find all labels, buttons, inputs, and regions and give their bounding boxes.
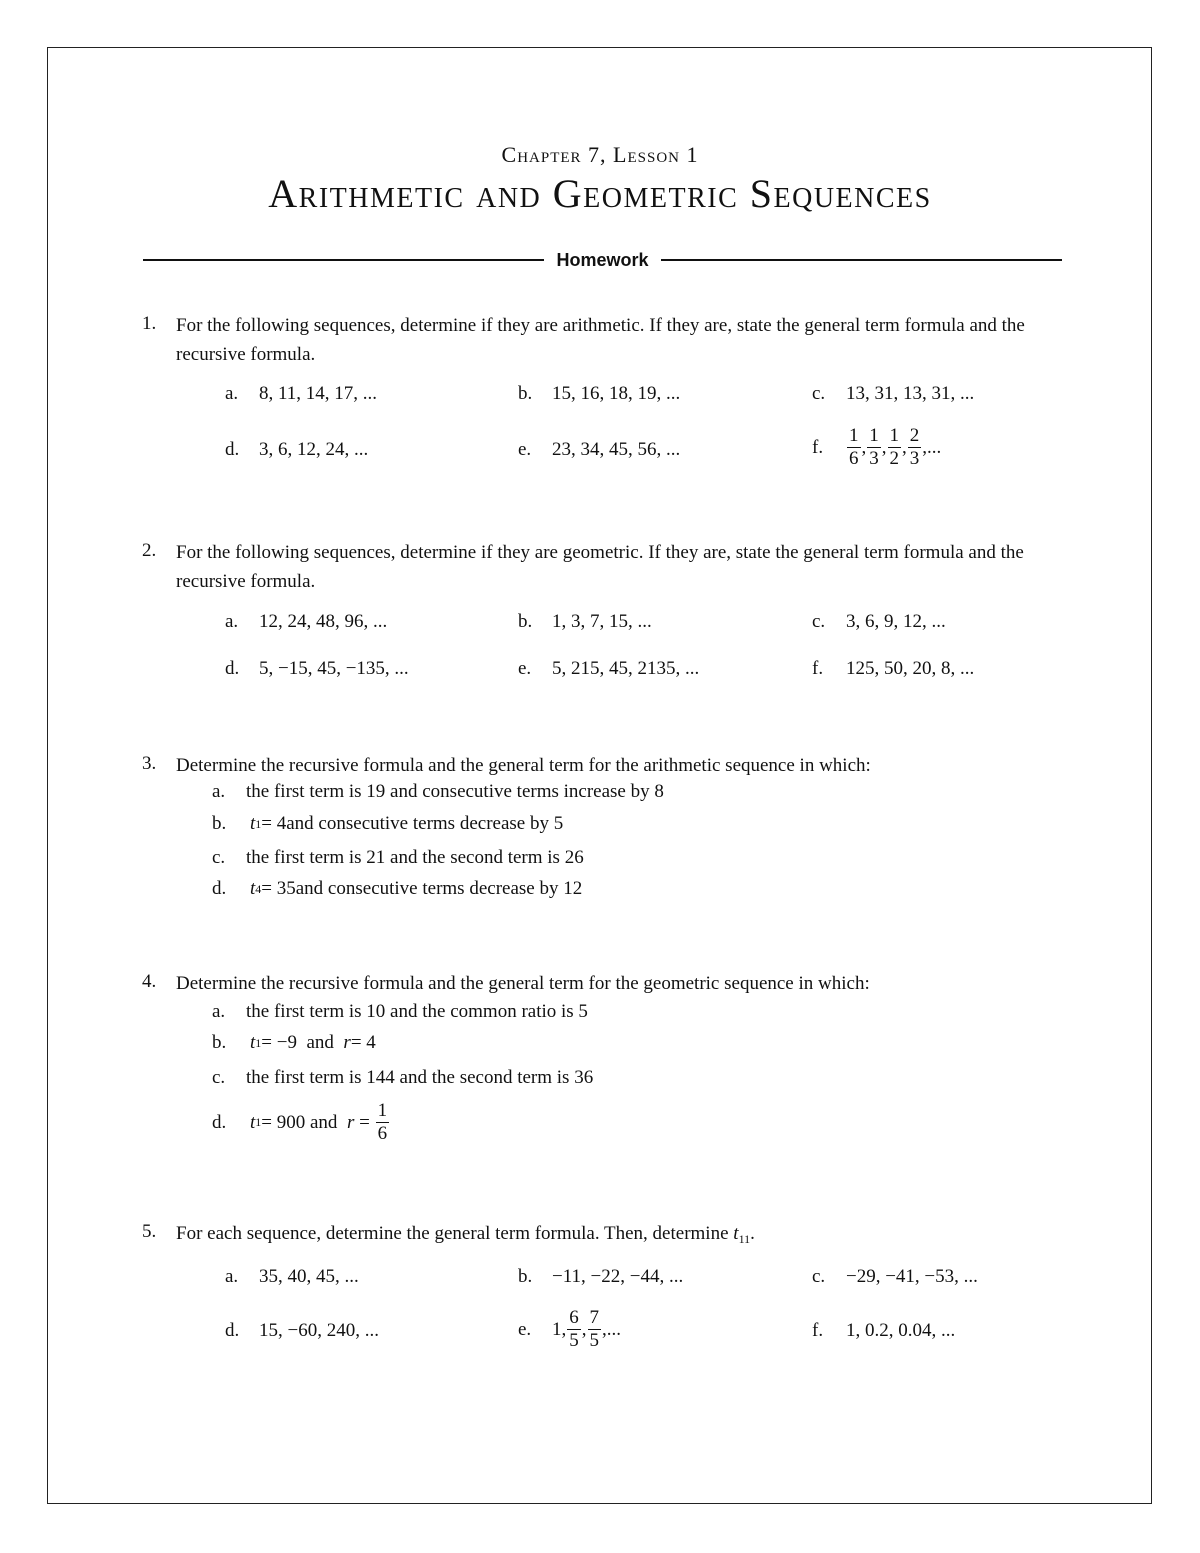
divider-rule-left [143,259,544,261]
problem-3b: b. t 1 = 4 and consecutive terms decrease by 5 [212,813,564,834]
math-variable: t [250,1111,256,1133]
item-label: b. [212,813,227,834]
sequence-text: 5, 215, 45, 2135, ... [552,658,700,679]
item-label: e. [518,658,532,679]
item-label: f. [812,658,824,679]
problem-1a [225,383,377,405]
question-text: For the following sequences, determine if they are arithmetic. If they are, state the general term formula and the recursive formula. [176,315,1025,365]
sequence-text: 35, 40, 45, ... [259,1266,359,1287]
sequence-text: −29, −41, −53, ... [846,1266,978,1287]
condition-text: the first term is 10 and the common ratio is 5 [246,1001,588,1022]
problem-2e [518,658,699,680]
problem-2f [812,658,974,680]
sequence-text: 3, 6, 12, 24, ... [259,439,369,460]
item-label: a. [212,1001,226,1022]
problem-5f [812,1320,955,1342]
math-variable: t [250,813,256,834]
question-text: For the following sequences, determine if they are geometric. If they are, state the general term formula and the recursive formula. [176,542,1024,592]
sequence-text: 15, −60, 240, ... [259,1320,379,1341]
item-label: a. [225,611,239,632]
item-label: d. [225,439,240,460]
divider-rule-right [661,259,1062,261]
problem-5c [812,1266,978,1288]
item-label: a. [212,781,226,802]
problem-2c [812,611,946,633]
problem-5d [225,1320,379,1342]
item-label: f. [812,436,824,458]
sequence-text: 1, 0.2, 0.04, ... [846,1320,956,1341]
sequence-text: 23, 34, 45, 56, ... [552,439,681,460]
condition-text: the first term is 19 and consecutive terms increase by 8 [246,781,664,802]
item-label: b. [518,1266,533,1287]
item-label: c. [812,611,826,632]
section-heading: Homework [556,249,649,270]
problem-1e [518,439,680,461]
question-number: 5. [142,1221,157,1242]
item-label: e. [518,1318,532,1340]
problem-3d: d. t 4 = 35 and consecutive terms decrease by 12 [212,878,583,899]
sequence-text: 125, 50, 20, 8, ... [846,658,975,679]
fraction: $\frac{7}{5}$ [589,1307,599,1351]
fraction: $\frac{1}{2}$ [889,425,899,469]
fraction: $\frac{6}{5}$ [569,1307,579,1351]
sequence-text: 1, 3, 7, 15, ... [552,611,652,632]
problem-5a [225,1266,359,1288]
question-number: 1. [142,313,157,334]
problem-4b: b. t 1 = −9 and r = 4 [212,1032,376,1053]
problem-3c [212,847,584,869]
item-label: c. [812,1266,826,1287]
item-label: e. [518,439,532,460]
problem-2d [225,658,409,680]
item-label: b. [212,1032,227,1053]
question-number: 4. [142,971,157,992]
fraction: $\frac{1}{6}$ [377,1100,388,1144]
item-label: c. [212,1067,226,1088]
problem-1b [518,383,680,405]
item-label: a. [225,383,239,404]
item-label: d. [212,1111,227,1133]
problem-5e: e. 1, $\frac{6}{5}$ , $\frac{7}{5}$ ,... [518,1307,621,1351]
sequence-text: −11, −22, −44, ... [552,1266,684,1287]
question-number: 3. [142,753,157,774]
problem-2a [225,611,387,633]
problem-4a [212,1001,588,1023]
section-divider [143,248,1062,272]
problem-1f: f. $\frac{1}{6}$ , $\frac{1}{3}$ , $\frac{1}{2}$ , $\frac{2}{3}$ ,... [812,425,942,469]
problem-4d: d. t 1 = 900 and r = $\frac{1}{6}$ [212,1100,388,1144]
problem-3a [212,781,664,803]
problem-2b [518,611,652,633]
item-label: b. [518,383,533,404]
sequence-text: 5, −15, 45, −135, ... [259,658,409,679]
question-text: Determine the recursive formula and the general term for the geometric sequence in which: [176,973,870,994]
problem-5b [518,1266,683,1288]
sequence-text: 3, 6, 9, 12, ... [846,611,946,632]
question-number: 2. [142,540,157,561]
fraction: $\frac{2}{3}$ [909,425,920,469]
item-label: f. [812,1320,824,1341]
item-label: c. [812,383,826,404]
page-title: Arithmetic and Geometric Sequences [268,171,932,216]
item-label: b. [518,611,533,632]
fraction: $\frac{1}{3}$ [869,425,879,469]
fraction: $\frac{1}{6}$ [849,425,859,469]
condition-text: the first term is 144 and the second term is 36 [246,1067,594,1088]
sequence-text: 13, 31, 13, 31, ... [846,383,975,404]
math-variable: t [733,1223,739,1244]
condition-text: the first term is 21 and the second term is 26 [246,847,584,868]
question-text: Determine the recursive formula and the general term for the arithmetic sequence in which: [176,755,871,776]
sequence-text: 12, 24, 48, 96, ... [259,611,388,632]
problem-4c [212,1067,593,1089]
math-variable: t [250,1032,256,1053]
item-label: d. [212,878,227,899]
item-label: d. [225,658,240,679]
chapter-label: Chapter 7, Lesson 1 [501,142,699,167]
question-text: For each sequence, determine the general term formula. Then, determine $t_{11}$. [176,1223,755,1246]
sequence-text: 8, 11, 14, 17, ... [259,383,378,404]
item-label: d. [225,1320,240,1341]
problem-1c [812,383,974,405]
math-variable: t [250,878,256,899]
item-label: a. [225,1266,239,1287]
item-label: c. [212,847,226,868]
sequence-text: 15, 16, 18, 19, ... [552,383,681,404]
problem-1d [225,439,368,461]
